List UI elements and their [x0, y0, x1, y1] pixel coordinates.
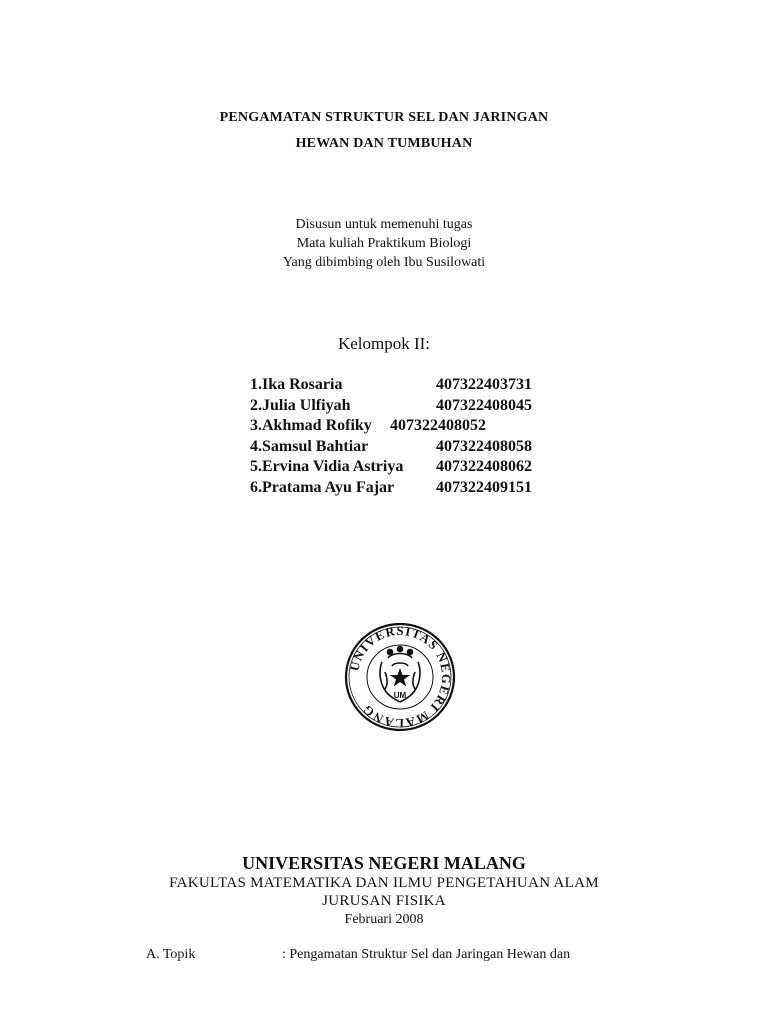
department-name: JURUSAN FISIKA: [322, 893, 446, 909]
member-id: 407322409151: [436, 478, 532, 496]
member-name: 2.Julia Ulfiyah: [250, 396, 351, 414]
university-seal-logo: [344, 622, 456, 732]
title-line-2: HEWAN DAN TUMBUHAN: [295, 136, 473, 151]
member-id: 407322408058: [436, 437, 532, 455]
member-name: 1.Ika Rosaria: [250, 376, 343, 393]
member-name: 5.Ervina Vidia Astriya: [250, 458, 404, 476]
member-id: 407322408062: [436, 458, 532, 476]
document-date: Februari 2008: [344, 912, 424, 927]
subtitle-line-1: Disusun untuk memenuhi tugas: [295, 217, 473, 232]
title-line-1: PENGAMATAN STRUKTUR SEL DAN JARINGAN: [219, 110, 549, 125]
subtitle-line-3: Yang dibimbing oleh Ibu Susilowati: [282, 255, 486, 270]
seal-inner-text: UM: [393, 691, 407, 700]
member-id: 407322403731: [436, 376, 532, 393]
seal-ring-text: UNIVERSITAS NEGERI MALANG: [347, 623, 454, 731]
member-name: 6.Pratama Ayu Fajar: [250, 478, 395, 496]
topic-value: : Pengamatan Struktur Sel dan Jaringan Hewan dan: [282, 947, 571, 962]
member-id: 407322408052: [390, 417, 486, 435]
topic-label: A. Topik: [146, 947, 196, 962]
member-name: 4.Samsul Bahtiar: [250, 437, 369, 455]
faculty-name: FAKULTAS MATEMATIKA DAN ILMU PENGETAHUAN ALAM: [169, 875, 599, 891]
university-name: UNIVERSITAS NEGERI MALANG: [242, 853, 526, 873]
group-heading: Kelompok II:: [337, 334, 431, 353]
subtitle-line-2: Mata kuliah Praktikum Biologi: [296, 236, 472, 251]
member-id: 407322408045: [436, 396, 532, 414]
member-name: 3.Akhmad Rofiky: [250, 417, 372, 435]
